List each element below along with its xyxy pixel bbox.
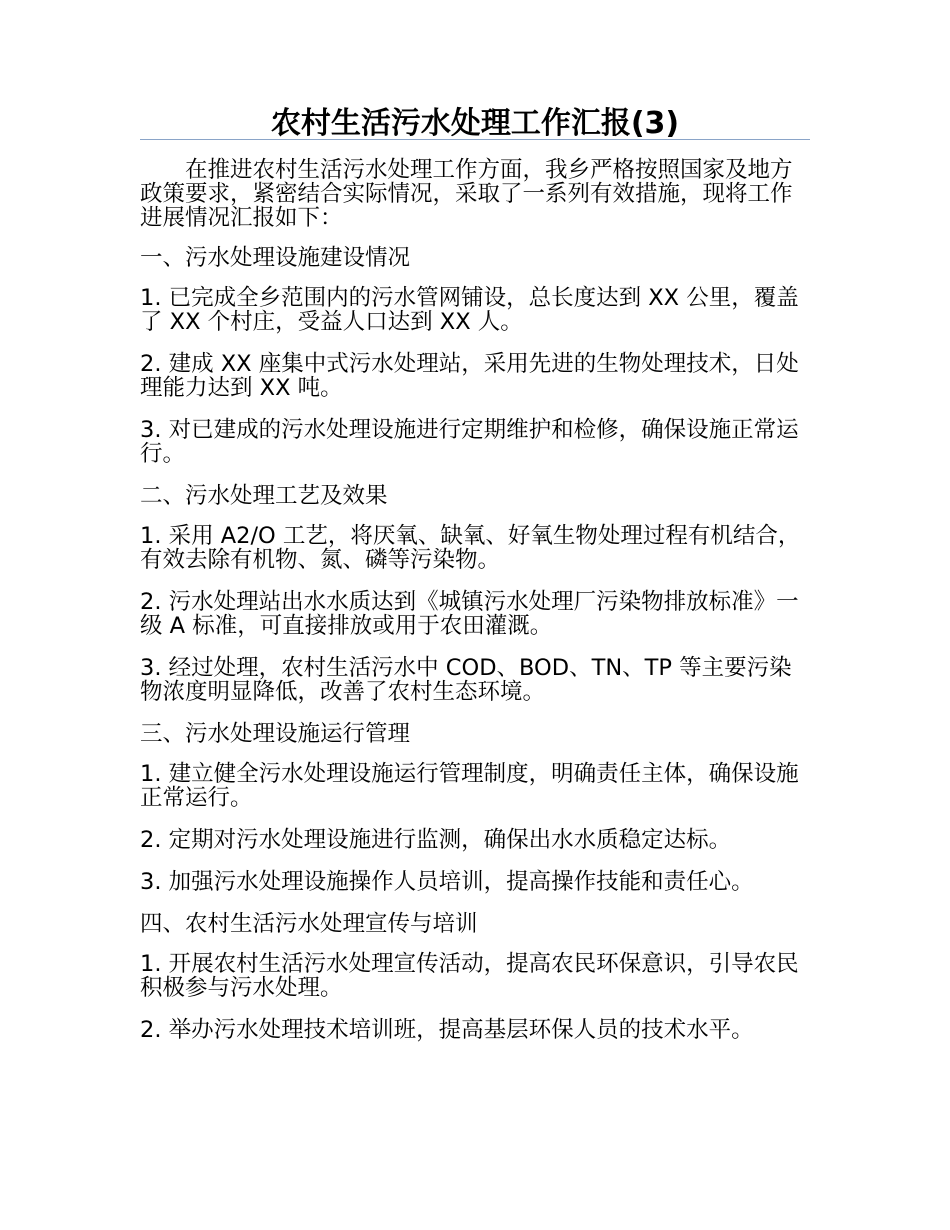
section-1-item-3: 3. 对已建成的污水处理设施进行定期维护和检修，确保设施正常运行。 [140,417,799,467]
section-2-item-1: 1. 采用 A2/O 工艺，将厌氧、缺氧、好氧生物处理过程有机结合，有效去除有机物、氮、磷等污染物。 [140,523,801,573]
section-4-item-1: 1. 开展农村生活污水处理宣传活动，提高农民环保意识，引导农民积极参与污水处理。 [140,951,799,1001]
section-heading-2: 二、污水处理工艺及效果 [140,483,388,509]
section-heading-4: 四、农村生活污水处理宣传与培训 [140,911,478,937]
section-3-item-2: 2. 定期对污水处理设施进行监测，确保出水水质稳定达标。 [140,827,732,853]
section-heading-3: 三、污水处理设施运行管理 [140,721,411,747]
document-title: 农村生活污水处理工作汇报(3) [270,106,680,141]
document-body [140,158,812,1060]
section-4-item-2: 2. 举办污水处理技术培训班，提高基层环保人员的技术水平。 [140,1017,754,1043]
intro-paragraph: 在推进农村生活污水处理工作方面，我乡严格按照国家及地方政策要求，紧密结合实际情况，采取了一系列有效措施，现将工作进展情况汇报如下： [140,157,793,231]
title-underline [140,139,810,140]
section-1-item-2: 2. 建成 XX 座集中式污水处理站，采用先进的生物处理技术，日处理能力达到 XX 吨。 [140,351,799,401]
section-heading-1: 一、污水处理设施建设情况 [140,245,411,271]
section-1-item-1: 1. 已完成全乡范围内的污水管网铺设，总长度达到 XX 公里，覆盖了 XX 个村庄，受益人口达到 XX 人。 [140,285,799,335]
section-3-item-3: 3. 加强污水处理设施操作人员培训，提高操作技能和责任心。 [140,869,754,895]
section-2-item-3: 3. 经过处理，农村生活污水中 COD、BOD、TN、TP 等主要污染物浓度明显降低，改善了农村生态环境。 [140,655,792,705]
section-3-item-1: 1. 建立健全污水处理设施运行管理制度，明确责任主体，确保设施正常运行。 [140,761,799,811]
section-2-item-2: 2. 污水处理站出水水质达到《城镇污水处理厂污染物排放标准》一级 A 标准，可直接排放或用于农田灌溉。 [140,589,799,639]
